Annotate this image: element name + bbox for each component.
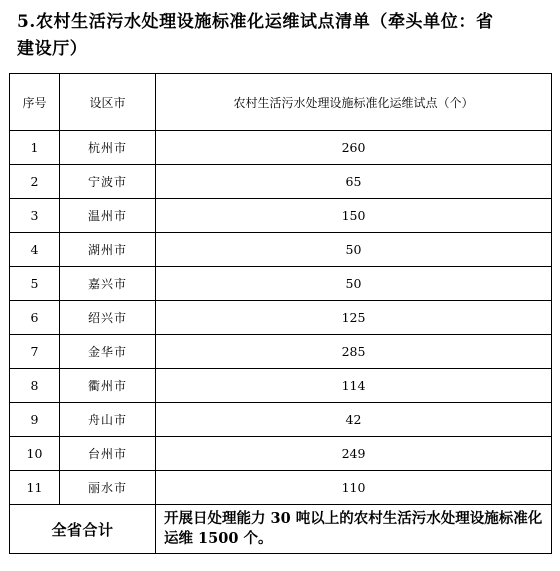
row-city: 宁波市 bbox=[60, 165, 156, 199]
row-count: 125 bbox=[156, 301, 552, 335]
row-serial: 4 bbox=[10, 233, 60, 267]
table-total-row bbox=[10, 505, 552, 554]
total-label: 全省合计 bbox=[10, 505, 156, 554]
title-line-1: 5.农村生活污水处理设施标准化运维试点清单（牵头单位：省 bbox=[17, 12, 494, 32]
row-city: 温州市 bbox=[60, 199, 156, 233]
table-row bbox=[10, 301, 552, 335]
row-serial: 9 bbox=[10, 403, 60, 437]
row-count: 260 bbox=[156, 131, 552, 165]
pilot-list-table bbox=[9, 73, 552, 554]
table-row bbox=[10, 165, 552, 199]
row-serial: 1 bbox=[10, 131, 60, 165]
table-row bbox=[10, 403, 552, 437]
row-city: 丽水市 bbox=[60, 471, 156, 505]
row-count: 114 bbox=[156, 369, 552, 403]
row-count: 50 bbox=[156, 233, 552, 267]
table-row bbox=[10, 131, 552, 165]
row-city: 台州市 bbox=[60, 437, 156, 471]
row-serial: 10 bbox=[10, 437, 60, 471]
row-city: 舟山市 bbox=[60, 403, 156, 437]
column-header-serial: 序号 bbox=[10, 74, 60, 131]
row-serial: 8 bbox=[10, 369, 60, 403]
table-header-row bbox=[10, 74, 552, 131]
table-row bbox=[10, 471, 552, 505]
table-row bbox=[10, 335, 552, 369]
column-header-city: 设区市 bbox=[60, 74, 156, 131]
row-count: 50 bbox=[156, 267, 552, 301]
document-title bbox=[17, 9, 547, 63]
row-count: 42 bbox=[156, 403, 552, 437]
row-count: 150 bbox=[156, 199, 552, 233]
table-row bbox=[10, 267, 552, 301]
row-city: 衢州市 bbox=[60, 369, 156, 403]
row-serial: 3 bbox=[10, 199, 60, 233]
row-serial: 7 bbox=[10, 335, 60, 369]
row-count: 249 bbox=[156, 437, 552, 471]
table-row bbox=[10, 199, 552, 233]
row-count: 110 bbox=[156, 471, 552, 505]
row-city: 杭州市 bbox=[60, 131, 156, 165]
row-serial: 11 bbox=[10, 471, 60, 505]
row-count: 285 bbox=[156, 335, 552, 369]
table-row bbox=[10, 369, 552, 403]
total-description: 开展日处理能力 30 吨以上的农村生活污水处理设施标准化运维 1500 个。 bbox=[156, 505, 552, 554]
table-row bbox=[10, 437, 552, 471]
title-line-2: 建设厅） bbox=[17, 39, 88, 59]
row-count: 65 bbox=[156, 165, 552, 199]
row-city: 绍兴市 bbox=[60, 301, 156, 335]
row-city: 嘉兴市 bbox=[60, 267, 156, 301]
table-row bbox=[10, 233, 552, 267]
column-header-pilot-count: 农村生活污水处理设施标准化运维试点（个） bbox=[156, 74, 552, 131]
row-city: 金华市 bbox=[60, 335, 156, 369]
row-serial: 6 bbox=[10, 301, 60, 335]
row-city: 湖州市 bbox=[60, 233, 156, 267]
row-serial: 5 bbox=[10, 267, 60, 301]
row-serial: 2 bbox=[10, 165, 60, 199]
